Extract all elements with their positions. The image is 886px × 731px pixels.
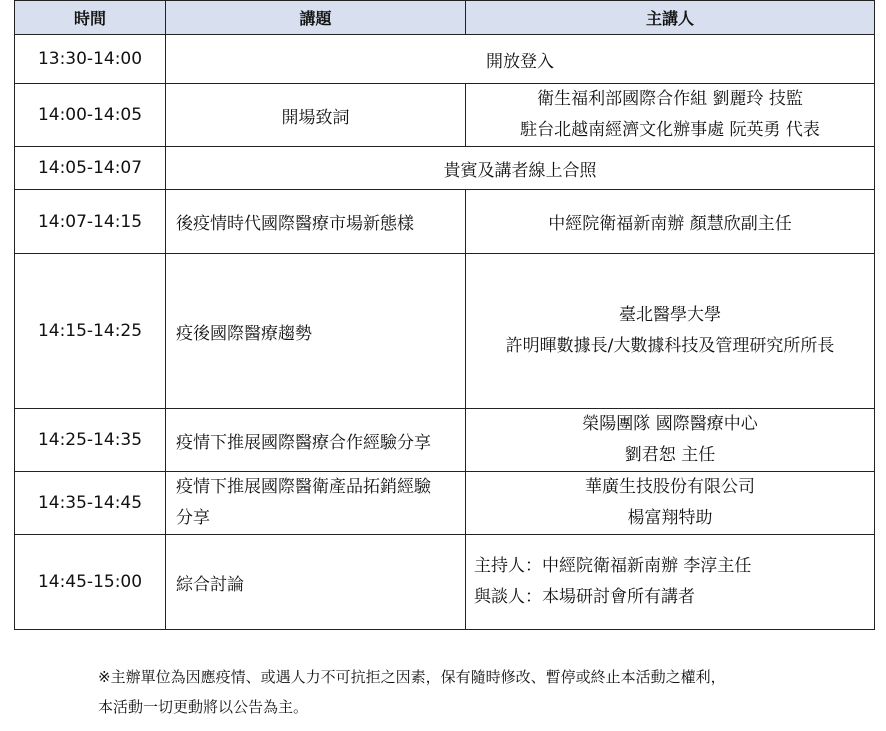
table-row [15, 409, 875, 472]
table-row [15, 535, 875, 630]
header-time: 時間 [15, 1, 166, 35]
merged-cell: 開放登入 [166, 35, 875, 84]
time-cell: 14:00-14:05 [15, 84, 166, 147]
speaker-line: 許明暉數據長/大數據科技及管理研究所所長 [505, 336, 835, 356]
time-cell: 14:35-14:45 [15, 472, 166, 535]
topic-cell: 疫情下推展國際醫療合作經驗分享 [166, 409, 466, 472]
time-cell: 14:25-14:35 [15, 409, 166, 472]
speaker-line: 劉君恕 主任 [624, 445, 716, 465]
speaker-line: 主持人：中經院衛福新南辦 李淳主任 [474, 556, 752, 576]
topic-cell [166, 472, 466, 535]
header-speaker: 主講人 [466, 1, 875, 35]
time-cell: 14:05-14:07 [15, 147, 166, 190]
speaker-line: 衛生福利部國際合作組 劉麗玲 技監 [537, 89, 803, 109]
time-cell: 14:15-14:25 [15, 254, 166, 409]
topic-cell: 綜合討論 [166, 535, 466, 630]
header-row [15, 1, 875, 35]
table-row [15, 84, 875, 147]
topic-cell: 疫後國際醫療趨勢 [166, 254, 466, 409]
speaker-line: 臺北醫學大學 [619, 305, 721, 325]
table-row [15, 190, 875, 254]
speaker-cell [466, 84, 875, 147]
speaker-cell: 中經院衛福新南辦 顏慧欣副主任 [466, 190, 875, 254]
agenda-table [14, 0, 875, 630]
speaker-cell [466, 254, 875, 409]
topic-line: 疫情下推展國際醫衛產品拓銷經驗 [176, 477, 431, 497]
table-row [15, 147, 875, 190]
merged-cell: 貴賓及講者線上合照 [166, 147, 875, 190]
note-line: ※主辦單位為因應疫情、或遇人力不可抗拒之因素，保有隨時修改、暫停或終止本活動之權利， [98, 668, 726, 686]
speaker-cell [466, 535, 875, 630]
speaker-line: 華廣生技股份有限公司 [585, 477, 755, 497]
table-row [15, 254, 875, 409]
speaker-line: 榮陽團隊 國際醫療中心 [582, 414, 758, 434]
time-cell: 13:30-14:00 [15, 35, 166, 84]
speaker-line: 駐台北越南經濟文化辦事處 阮英勇 代表 [520, 120, 820, 140]
topic-line: 分享 [176, 508, 210, 528]
note-line: 本活動一切更動將以公告為主。 [98, 698, 309, 716]
speaker-cell [466, 409, 875, 472]
time-cell: 14:07-14:15 [15, 190, 166, 254]
topic-cell: 開場致詞 [166, 84, 466, 147]
table-row [15, 472, 875, 535]
table-row [15, 35, 875, 84]
disclaimer-note [98, 662, 726, 722]
topic-cell: 後疫情時代國際醫療市場新態樣 [166, 190, 466, 254]
speaker-line: 與談人：本場研討會所有講者 [474, 587, 695, 607]
header-topic: 講題 [166, 1, 466, 35]
time-cell: 14:45-15:00 [15, 535, 166, 630]
speaker-line: 楊富翔特助 [627, 508, 713, 528]
speaker-cell [466, 472, 875, 535]
